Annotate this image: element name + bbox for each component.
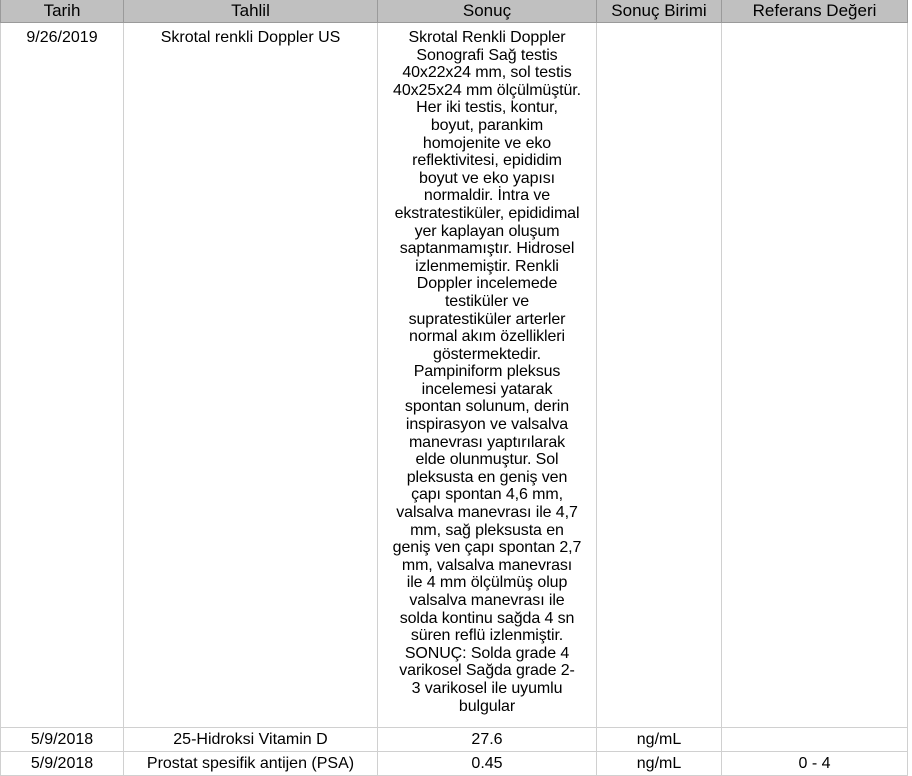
cell-reference[interactable] [722, 23, 908, 728]
cell-date[interactable]: 9/26/2019 [1, 23, 124, 728]
table-row [1, 23, 908, 728]
header-reference[interactable]: Referans Değeri [722, 0, 908, 23]
cell-date[interactable]: 5/9/2018 [1, 752, 124, 776]
cell-reference[interactable]: 0 - 4 [722, 752, 908, 776]
header-row [1, 0, 908, 23]
cell-test[interactable]: Prostat spesifik antijen (PSA) [124, 752, 378, 776]
cell-result[interactable]: Skrotal Renkli Doppler Sonografi Sağ testis 40x22x24 mm, sol testis 40x25x24 mm ölçülmüştür. Her iki testis, kontur, boyut, parankim homojenite ve eko reflektivitesi, epididim boyut ve eko yapısı normaldir. İntra ve ekstratestiküler, epididimal yer kaplayan oluşum saptanmamıştır. Hidrosel izlenmemiştir. Renkli Doppler incelemede testiküler ve supratestiküler arterler normal akım özellikleri göstermektedir. Pampiniform pleksus incelemesi yatarak spontan solunum, derin inspirasyon ve valsalva manevrası yaptırılarak elde olunmuştur. Sol pleksusta en geniş ven çapı spontan 4,6 mm, valsalva manevrası ile 4,7 mm, sağ pleksusta en geniş ven çapı spontan 2,7 mm, valsalva manevrası ile 4 mm ölçülmüş olup valsalva manevrası ile solda kontinu sağda 4 sn süren reflü izlenmiştir. SONUÇ: Solda grade 4 varikosel Sağda grade 2- 3 varikosel ile uyumlu bulgular [378, 23, 597, 728]
cell-date[interactable]: 5/9/2018 [1, 728, 124, 752]
header-unit[interactable]: Sonuç Birimi [597, 0, 722, 23]
cell-unit[interactable]: ng/mL [597, 752, 722, 776]
cell-result[interactable]: 27.6 [378, 728, 597, 752]
cell-test[interactable]: 25-Hidroksi Vitamin D [124, 728, 378, 752]
cell-reference[interactable] [722, 728, 908, 752]
table-row [1, 728, 908, 752]
cell-result[interactable]: 0.45 [378, 752, 597, 776]
header-result[interactable]: Sonuç [378, 0, 597, 23]
table-row [1, 752, 908, 776]
cell-unit[interactable]: ng/mL [597, 728, 722, 752]
header-test[interactable]: Tahlil [124, 0, 378, 23]
cell-unit[interactable] [597, 23, 722, 728]
header-date[interactable]: Tarih [1, 0, 124, 23]
cell-test[interactable]: Skrotal renkli Doppler US [124, 23, 378, 728]
